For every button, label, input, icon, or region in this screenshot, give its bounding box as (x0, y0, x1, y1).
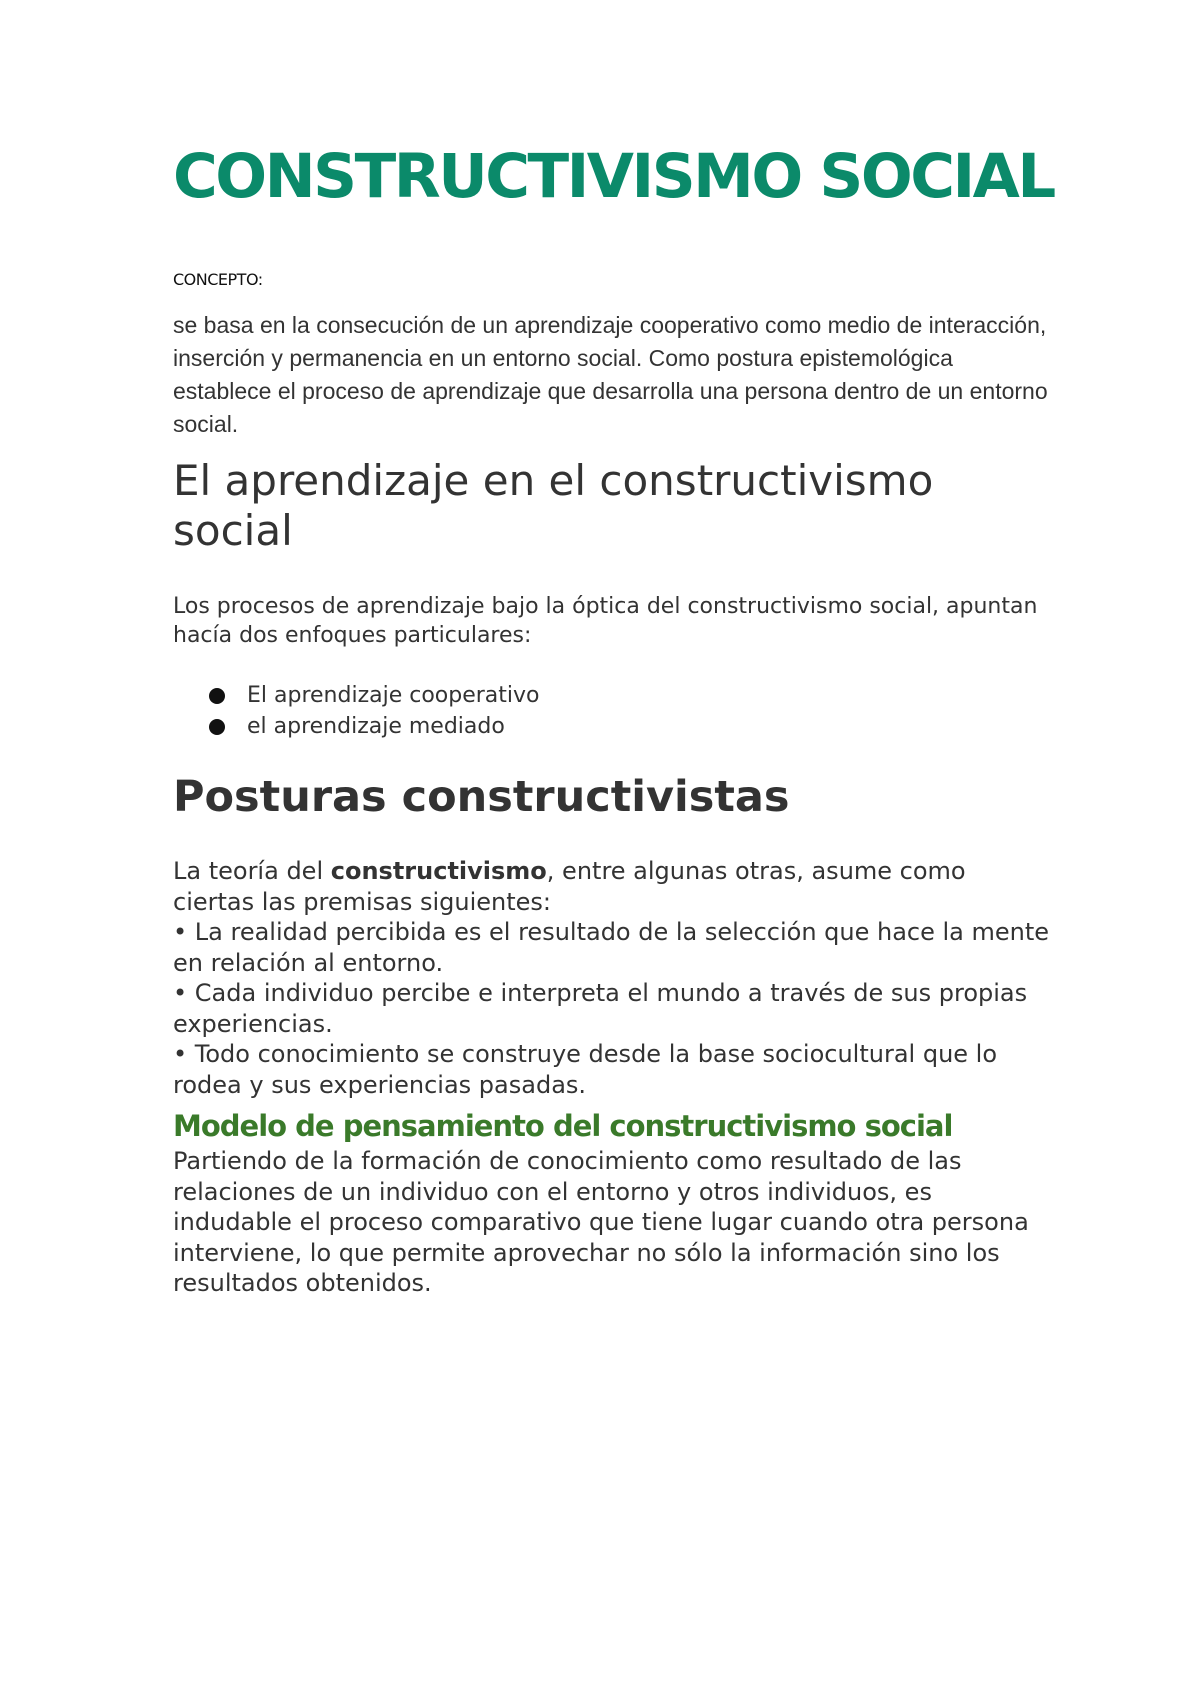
heading-aprendizaje: El aprendizaje en el constructivismo social (173, 456, 934, 555)
list-item (209, 711, 540, 742)
posturas-intro-after: , entre algunas otras, asume como ciertas las premisas siguientes: (173, 857, 966, 916)
heading-modelo: Modelo de pensamiento del constructivismo social (173, 1109, 953, 1143)
premise-line: • Cada individuo percibe e interpreta el mundo a través de sus propias experiencias. (173, 979, 1028, 1038)
concept-paragraph: se basa en la consecución de un aprendizaje cooperativo como medio de interacción, inserción y permanencia en un entorno social. Como postura epistemológica establece el proceso de aprendizaje que desarrolla una persona dentro de un entorno social. (173, 312, 1048, 437)
enfoques-list (209, 680, 540, 742)
premise-line: • La realidad percibida es el resultado de la selección que hace la mente en relación al entorno. (173, 918, 1050, 977)
list-item-label: el aprendizaje mediado (247, 714, 505, 739)
premise-line: • Todo conocimiento se construye desde la base sociocultural que lo rodea y sus experiencias pasadas. (173, 1040, 998, 1099)
modelo-paragraph: Partiendo de la formación de conocimiento como resultado de las relaciones de un individuo con el entorno y otros individuos, es indudable el proceso comparativo que tiene lugar cuando otra persona interviene, lo que permite aprovechar no sólo la información sino los resultados obtenidos. (173, 1147, 1029, 1297)
posturas-intro-before: La teoría del (173, 857, 331, 885)
bullet-dot-icon (209, 719, 225, 735)
bullet-dot-icon (209, 688, 225, 704)
list-item-label: El aprendizaje cooperativo (247, 683, 540, 708)
procesos-paragraph: Los procesos de aprendizaje bajo la óptica del constructivismo social, apuntan hacía dos enfoques particulares: (173, 594, 1038, 648)
concept-label: CONCEPTO: (173, 270, 263, 289)
posturas-intro-bold: constructivismo (330, 857, 547, 885)
posturas-paragraph (173, 856, 1053, 1100)
heading-posturas: Posturas constructivistas (173, 772, 790, 822)
list-item (209, 680, 540, 711)
document-title: CONSTRUCTIVISMO SOCIAL (173, 141, 1054, 212)
